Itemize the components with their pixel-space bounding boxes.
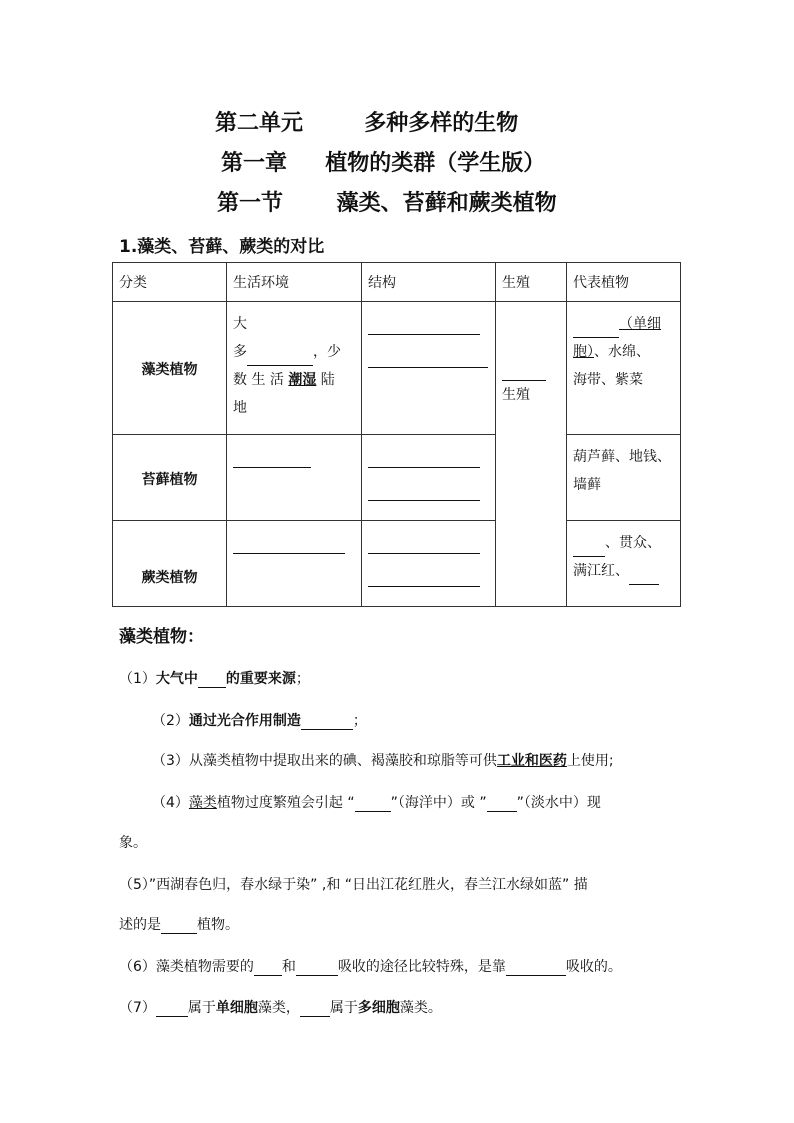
- row-label: 苔藓植物: [113, 435, 227, 521]
- fill-blank: [296, 959, 338, 976]
- fill-blank: [368, 349, 488, 368]
- env-cell: [227, 521, 362, 607]
- fill-blank: [368, 449, 480, 468]
- table-row: [113, 435, 681, 521]
- structure-cell: [362, 302, 496, 435]
- fill-blank: [301, 713, 353, 730]
- fill-blank: [233, 535, 345, 554]
- section-title: 第一节 藻类、苔藓和蕨类植物: [217, 191, 557, 216]
- reproduction-cell: [496, 302, 567, 607]
- fill-blank: [573, 319, 619, 338]
- fill-blank: [368, 482, 480, 501]
- fill-blank: [254, 959, 282, 976]
- item-4: （4）藻类植物过度繁殖会引起 “ ”（海洋中）或 ” ”（淡水中）现: [152, 795, 601, 811]
- item-7: （7） 属于单细胞藻类， 属于多细胞藻类。: [119, 1000, 442, 1016]
- table-row: [113, 521, 681, 607]
- header-cell: 代表植物: [567, 263, 681, 302]
- fill-blank: [198, 671, 226, 688]
- chapter-title: 第一章 植物的类群（学生版）: [221, 151, 546, 176]
- table-header-row: [113, 263, 681, 302]
- item-6: （6）藻类植物需要的 和 吸收的途径比较特殊，是靠 吸收的。: [119, 959, 622, 975]
- fill-blank: [368, 316, 480, 335]
- fill-blank: [487, 795, 517, 812]
- header-cell: 生活环境: [227, 263, 362, 302]
- fill-blank: [629, 566, 659, 585]
- header-cell: 生殖: [496, 263, 567, 302]
- rep-cell: 葫芦藓、地钱、墙藓: [567, 435, 681, 521]
- structure-cell: [362, 521, 496, 607]
- env-text: 地: [233, 400, 247, 416]
- env-text: 大: [233, 316, 247, 332]
- table-row: [113, 302, 681, 435]
- item-5-cont: 述的是 植物。: [119, 917, 239, 933]
- comparison-table: [112, 262, 681, 607]
- fill-blank: [233, 449, 311, 468]
- item-5: （5）”西湖春色归，春水绿于染” ,和 “日出江花红胜火，春兰江水绿如蓝” 描: [119, 877, 588, 893]
- env-cell: [227, 435, 362, 521]
- algae-heading: 藻类植物：: [119, 627, 204, 647]
- comparison-heading: 1.藻类、苔藓、蕨类的对比: [119, 237, 325, 257]
- fill-blank: [300, 1000, 330, 1017]
- rep-cell: （单细 胞）、水绵、 海带、紫菜: [567, 302, 681, 435]
- reproduction-text: 生殖: [502, 387, 530, 403]
- fill-blank: [368, 568, 480, 587]
- fill-blank: [502, 362, 546, 381]
- fill-blank: [247, 347, 313, 366]
- item-3: （3）从藻类植物中提取出来的碘、褐藻胶和琼脂等可供工业和医药上使用;: [152, 753, 614, 769]
- rep-cell: 、贯众、 满江红、: [567, 521, 681, 607]
- env-text: 数 生 活 潮湿 陆: [233, 372, 335, 388]
- header-cell: 结构: [362, 263, 496, 302]
- fill-blank: [156, 1000, 188, 1017]
- row-label: 蕨类植物: [113, 521, 227, 607]
- fill-blank: [161, 917, 197, 934]
- env-text: 多 ，少: [233, 338, 355, 366]
- fill-blank: [368, 535, 480, 554]
- item-2: （2）通过光合作用制造 ；: [152, 713, 367, 729]
- fill-blank: [355, 795, 391, 812]
- row-label: 藻类植物: [113, 302, 227, 435]
- env-cell: [227, 302, 362, 435]
- header-cell: 分类: [113, 263, 227, 302]
- fill-blank: [506, 959, 566, 976]
- structure-cell: [362, 435, 496, 521]
- fill-blank: [573, 538, 605, 557]
- unit-title: 第二单元 多种多样的生物: [215, 111, 519, 136]
- item-4-cont: 象。: [119, 835, 147, 851]
- item-1: （1）大气中 的重要来源；: [119, 671, 310, 687]
